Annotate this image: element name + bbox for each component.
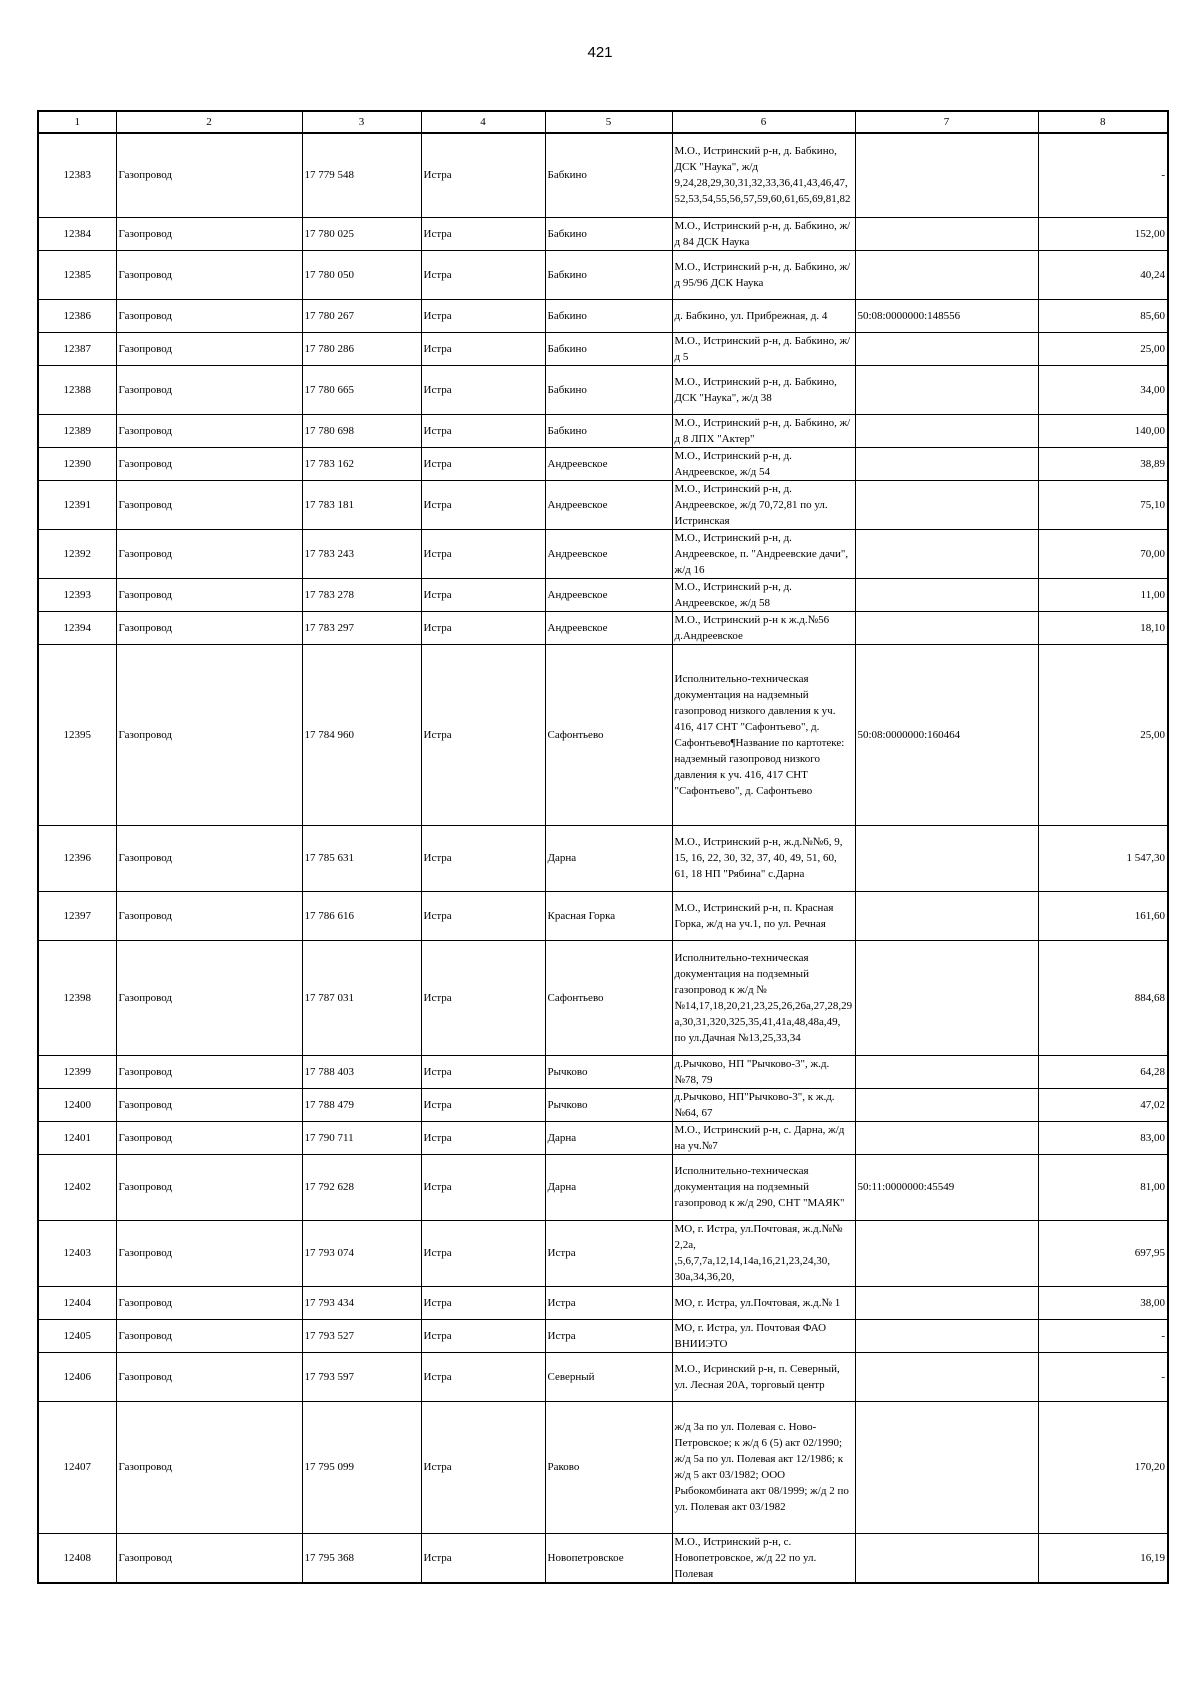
object-type-cell: Газопровод (116, 1154, 302, 1220)
inventory-number-cell: 17 795 099 (302, 1401, 421, 1533)
object-type-cell: Газопровод (116, 1352, 302, 1401)
locality-cell: Бабкино (545, 217, 672, 250)
object-type-cell: Газопровод (116, 447, 302, 480)
locality-cell: Андреевское (545, 447, 672, 480)
length-value-cell: 25,00 (1038, 332, 1168, 365)
municipality-cell: Истра (421, 414, 545, 447)
cadastral-number-cell (855, 250, 1038, 299)
table-row (38, 529, 1168, 578)
table-row (38, 217, 1168, 250)
address-cell: Исполнительно-техническая документация на подземный газопровод к ж/д 290, СНТ "МАЯК" (672, 1154, 855, 1220)
locality-cell: Сафонтьево (545, 940, 672, 1055)
table-row (38, 1533, 1168, 1583)
length-value-cell: 81,00 (1038, 1154, 1168, 1220)
object-type-cell: Газопровод (116, 529, 302, 578)
table-row (38, 365, 1168, 414)
address-cell: М.О., Истринский р-н, д. Бабкино, ж/д 84 ДСК Наука (672, 217, 855, 250)
cadastral-number-cell (855, 480, 1038, 529)
object-type-cell: Газопровод (116, 1533, 302, 1583)
column-number-row (38, 111, 1168, 133)
table-row (38, 447, 1168, 480)
inventory-number-cell: 17 793 527 (302, 1319, 421, 1352)
row-number-cell: 12388 (38, 365, 116, 414)
length-value-cell: 16,19 (1038, 1533, 1168, 1583)
row-number-cell: 12387 (38, 332, 116, 365)
table-row (38, 414, 1168, 447)
length-value-cell: 697,95 (1038, 1220, 1168, 1286)
length-value-cell: 1 547,30 (1038, 825, 1168, 891)
length-value-cell: 38,00 (1038, 1286, 1168, 1319)
table-row (38, 891, 1168, 940)
inventory-number-cell: 17 780 665 (302, 365, 421, 414)
object-type-cell: Газопровод (116, 217, 302, 250)
length-value-cell: 75,10 (1038, 480, 1168, 529)
locality-cell: Бабкино (545, 299, 672, 332)
row-number-cell: 12383 (38, 133, 116, 217)
length-value-cell: 83,00 (1038, 1121, 1168, 1154)
municipality-cell: Истра (421, 217, 545, 250)
municipality-cell: Истра (421, 1352, 545, 1401)
row-number-cell: 12402 (38, 1154, 116, 1220)
table-row (38, 825, 1168, 891)
inventory-number-cell: 17 783 243 (302, 529, 421, 578)
row-number-cell: 12406 (38, 1352, 116, 1401)
municipality-cell: Истра (421, 1154, 545, 1220)
registry-table (37, 110, 1169, 1584)
inventory-number-cell: 17 783 181 (302, 480, 421, 529)
row-number-cell: 12384 (38, 217, 116, 250)
row-number-cell: 12408 (38, 1533, 116, 1583)
locality-cell: Дарна (545, 1121, 672, 1154)
municipality-cell: Истра (421, 447, 545, 480)
address-cell: МО, г. Истра, ул.Почтовая, ж.д.№№ 2,2а, ,5,6,7,7а,12,14,14а,16,21,23,24,30, 30а,34,36,20, (672, 1220, 855, 1286)
length-value-cell: 140,00 (1038, 414, 1168, 447)
table-row (38, 133, 1168, 217)
length-value-cell: 18,10 (1038, 611, 1168, 644)
object-type-cell: Газопровод (116, 611, 302, 644)
column-header: 8 (1038, 111, 1168, 133)
locality-cell: Сафонтьево (545, 644, 672, 825)
object-type-cell: Газопровод (116, 365, 302, 414)
table-row (38, 250, 1168, 299)
object-type-cell: Газопровод (116, 1319, 302, 1352)
address-cell: ж/д 3а по ул. Полевая с. Ново-Петровское; к ж/д 6 (5) акт 02/1990; ж/д 5а по ул. Полевая акт 12/1986; к ж/д 5 акт 03/1982; ООО Рыбокомбината акт 08/1999; ж/д 2 по ул. Полевая акт 03/1982 (672, 1401, 855, 1533)
inventory-number-cell: 17 793 597 (302, 1352, 421, 1401)
address-cell: М.О., Истринский р-н к ж.д.№56 д.Андреевское (672, 611, 855, 644)
locality-cell: Андреевское (545, 578, 672, 611)
column-header: 3 (302, 111, 421, 133)
object-type-cell: Газопровод (116, 299, 302, 332)
municipality-cell: Истра (421, 1286, 545, 1319)
municipality-cell: Истра (421, 825, 545, 891)
address-cell: Исполнительно-техническая документация на надземный газопровод низкого давления к уч. 416, 417 СНТ "Сафонтьево", д. Сафонтьево¶Название по картотеке: надземный газопровод низкого давления к уч. 416, 417 СНТ "Сафонтьево", д. Сафонтьево (672, 644, 855, 825)
municipality-cell: Истра (421, 529, 545, 578)
object-type-cell: Газопровод (116, 644, 302, 825)
locality-cell: Бабкино (545, 365, 672, 414)
address-cell: МО, г. Истра, ул.Почтовая, ж.д.№ 1 (672, 1286, 855, 1319)
table-row (38, 1319, 1168, 1352)
locality-cell: Дарна (545, 825, 672, 891)
address-cell: д.Рычково, НП "Рычково-3", ж.д.№78, 79 (672, 1055, 855, 1088)
cadastral-number-cell: 50:08:0000000:160464 (855, 644, 1038, 825)
length-value-cell: 11,00 (1038, 578, 1168, 611)
cadastral-number-cell (855, 1533, 1038, 1583)
row-number-cell: 12391 (38, 480, 116, 529)
object-type-cell: Газопровод (116, 1088, 302, 1121)
cadastral-number-cell (855, 1220, 1038, 1286)
municipality-cell: Истра (421, 133, 545, 217)
row-number-cell: 12401 (38, 1121, 116, 1154)
object-type-cell: Газопровод (116, 1401, 302, 1533)
row-number-cell: 12398 (38, 940, 116, 1055)
inventory-number-cell: 17 793 074 (302, 1220, 421, 1286)
table-row (38, 1121, 1168, 1154)
inventory-number-cell: 17 780 267 (302, 299, 421, 332)
length-value-cell: - (1038, 133, 1168, 217)
inventory-number-cell: 17 783 162 (302, 447, 421, 480)
cadastral-number-cell (855, 1352, 1038, 1401)
municipality-cell: Истра (421, 480, 545, 529)
locality-cell: Рычково (545, 1055, 672, 1088)
locality-cell: Андреевское (545, 611, 672, 644)
table-row (38, 611, 1168, 644)
cadastral-number-cell (855, 1319, 1038, 1352)
address-cell: М.О., Истринский р-н, д. Андреевское, ж/д 58 (672, 578, 855, 611)
row-number-cell: 12403 (38, 1220, 116, 1286)
address-cell: М.О., Истринский р-н, д. Андреевское, ж/д 70,72,81 по ул. Истринская (672, 480, 855, 529)
object-type-cell: Газопровод (116, 1121, 302, 1154)
municipality-cell: Истра (421, 891, 545, 940)
table-row (38, 644, 1168, 825)
address-cell: М.О., Истринский р-н, д. Бабкино, ДСК "Наука", ж/д 9,24,28,29,30,31,32,33,36,41,43,46,47,52,53,54,55,56,57,59,60,61,65,69,81,82 (672, 133, 855, 217)
inventory-number-cell: 17 785 631 (302, 825, 421, 891)
locality-cell: Истра (545, 1220, 672, 1286)
cadastral-number-cell (855, 578, 1038, 611)
cadastral-number-cell (855, 825, 1038, 891)
address-cell: д.Рычково, НП"Рычково-3", к ж.д.№64, 67 (672, 1088, 855, 1121)
cadastral-number-cell: 50:11:0000000:45549 (855, 1154, 1038, 1220)
cadastral-number-cell (855, 365, 1038, 414)
locality-cell: Андреевское (545, 529, 672, 578)
inventory-number-cell: 17 779 548 (302, 133, 421, 217)
municipality-cell: Истра (421, 332, 545, 365)
column-header: 1 (38, 111, 116, 133)
address-cell: М.О., Истринский р-н, с. Дарна, ж/д на уч.№7 (672, 1121, 855, 1154)
row-number-cell: 12405 (38, 1319, 116, 1352)
cadastral-number-cell (855, 940, 1038, 1055)
inventory-number-cell: 17 780 286 (302, 332, 421, 365)
cadastral-number-cell (855, 332, 1038, 365)
row-number-cell: 12389 (38, 414, 116, 447)
object-type-cell: Газопровод (116, 1286, 302, 1319)
row-number-cell: 12394 (38, 611, 116, 644)
length-value-cell: - (1038, 1352, 1168, 1401)
length-value-cell: 64,28 (1038, 1055, 1168, 1088)
inventory-number-cell: 17 784 960 (302, 644, 421, 825)
column-header: 6 (672, 111, 855, 133)
inventory-number-cell: 17 792 628 (302, 1154, 421, 1220)
row-number-cell: 12400 (38, 1088, 116, 1121)
address-cell: М.О., Истринский р-н, п. Красная Горка, ж/д на уч.1, по ул. Речная (672, 891, 855, 940)
length-value-cell: 40,24 (1038, 250, 1168, 299)
municipality-cell: Истра (421, 365, 545, 414)
length-value-cell: 38,89 (1038, 447, 1168, 480)
cadastral-number-cell (855, 529, 1038, 578)
address-cell: М.О., Истринский р-н, д. Андреевское, п. "Андреевские дачи", ж/д 16 (672, 529, 855, 578)
locality-cell: Дарна (545, 1154, 672, 1220)
inventory-number-cell: 17 783 297 (302, 611, 421, 644)
cadastral-number-cell (855, 1088, 1038, 1121)
cadastral-number-cell (855, 1121, 1038, 1154)
municipality-cell: Истра (421, 940, 545, 1055)
cadastral-number-cell (855, 1401, 1038, 1533)
length-value-cell: 170,20 (1038, 1401, 1168, 1533)
inventory-number-cell: 17 786 616 (302, 891, 421, 940)
municipality-cell: Истра (421, 250, 545, 299)
table-row (38, 1352, 1168, 1401)
length-value-cell: 152,00 (1038, 217, 1168, 250)
inventory-number-cell: 17 787 031 (302, 940, 421, 1055)
locality-cell: Бабкино (545, 332, 672, 365)
table-row (38, 578, 1168, 611)
table-row (38, 299, 1168, 332)
inventory-number-cell: 17 780 025 (302, 217, 421, 250)
municipality-cell: Истра (421, 1121, 545, 1154)
row-number-cell: 12397 (38, 891, 116, 940)
table-row (38, 1055, 1168, 1088)
page-number: 421 (587, 44, 613, 61)
row-number-cell: 12395 (38, 644, 116, 825)
cadastral-number-cell (855, 891, 1038, 940)
length-value-cell: 85,60 (1038, 299, 1168, 332)
address-cell: М.О., Истринский р-н, д. Андреевское, ж/д 54 (672, 447, 855, 480)
cadastral-number-cell (855, 611, 1038, 644)
object-type-cell: Газопровод (116, 1055, 302, 1088)
object-type-cell: Газопровод (116, 332, 302, 365)
municipality-cell: Истра (421, 611, 545, 644)
address-cell: МО, г. Истра, ул. Почтовая ФАО ВНИИЭТО (672, 1319, 855, 1352)
table-row (38, 1154, 1168, 1220)
table-row (38, 480, 1168, 529)
cadastral-number-cell (855, 133, 1038, 217)
row-number-cell: 12399 (38, 1055, 116, 1088)
address-cell: М.О., Истринский р-н, д. Бабкино, ДСК "Наука", ж/д 38 (672, 365, 855, 414)
length-value-cell: 70,00 (1038, 529, 1168, 578)
address-cell: д. Бабкино, ул. Прибрежная, д. 4 (672, 299, 855, 332)
municipality-cell: Истра (421, 1319, 545, 1352)
address-cell: М.О., Истринский р-н, д. Бабкино, ж/д 95/96 ДСК Наука (672, 250, 855, 299)
row-number-cell: 12396 (38, 825, 116, 891)
object-type-cell: Газопровод (116, 1220, 302, 1286)
object-type-cell: Газопровод (116, 891, 302, 940)
row-number-cell: 12385 (38, 250, 116, 299)
table-row (38, 1401, 1168, 1533)
locality-cell: Новопетровское (545, 1533, 672, 1583)
row-number-cell: 12407 (38, 1401, 116, 1533)
length-value-cell: 161,60 (1038, 891, 1168, 940)
municipality-cell: Истра (421, 1088, 545, 1121)
row-number-cell: 12386 (38, 299, 116, 332)
locality-cell: Бабкино (545, 250, 672, 299)
row-number-cell: 12390 (38, 447, 116, 480)
inventory-number-cell: 17 780 698 (302, 414, 421, 447)
locality-cell: Андреевское (545, 480, 672, 529)
locality-cell: Рычково (545, 1088, 672, 1121)
locality-cell: Раково (545, 1401, 672, 1533)
table-body (38, 133, 1168, 1583)
locality-cell: Бабкино (545, 133, 672, 217)
length-value-cell: - (1038, 1319, 1168, 1352)
length-value-cell: 34,00 (1038, 365, 1168, 414)
object-type-cell: Газопровод (116, 133, 302, 217)
object-type-cell: Газопровод (116, 825, 302, 891)
object-type-cell: Газопровод (116, 414, 302, 447)
column-header: 5 (545, 111, 672, 133)
locality-cell: Бабкино (545, 414, 672, 447)
address-cell: Исполнительно-техническая документация на подземный газопровод к ж/д №№14,17,18,20,21,23,25,26,26а,27,28,29а,30,31,320,325,35,41,41а,48,48а,49, по ул.Дачная №13,25,33,34 (672, 940, 855, 1055)
length-value-cell: 25,00 (1038, 644, 1168, 825)
object-type-cell: Газопровод (116, 578, 302, 611)
locality-cell: Истра (545, 1286, 672, 1319)
address-cell: М.О., Истринский р-н, д. Бабкино, ж/д 5 (672, 332, 855, 365)
object-type-cell: Газопровод (116, 250, 302, 299)
table-row (38, 1220, 1168, 1286)
municipality-cell: Истра (421, 1533, 545, 1583)
address-cell: М.О., Исринский р-н, п. Северный, ул. Лесная 20А, торговый центр (672, 1352, 855, 1401)
address-cell: М.О., Истринский р-н, с. Новопетровское, ж/д 22 по ул. Полевая (672, 1533, 855, 1583)
cadastral-number-cell (855, 447, 1038, 480)
inventory-number-cell: 17 795 368 (302, 1533, 421, 1583)
address-cell: М.О., Истринский р-н, ж.д.№№6, 9, 15, 16, 22, 30, 32, 37, 40, 49, 51, 60, 61, 18 НП "Рябина" с.Дарна (672, 825, 855, 891)
locality-cell: Красная Горка (545, 891, 672, 940)
inventory-number-cell: 17 788 479 (302, 1088, 421, 1121)
table-row (38, 1088, 1168, 1121)
inventory-number-cell: 17 783 278 (302, 578, 421, 611)
municipality-cell: Истра (421, 644, 545, 825)
inventory-number-cell: 17 793 434 (302, 1286, 421, 1319)
municipality-cell: Истра (421, 1401, 545, 1533)
locality-cell: Северный (545, 1352, 672, 1401)
cadastral-number-cell (855, 1055, 1038, 1088)
object-type-cell: Газопровод (116, 480, 302, 529)
address-cell: М.О., Истринский р-н, д. Бабкино, ж/д 8 ЛПХ "Актер" (672, 414, 855, 447)
inventory-number-cell: 17 780 050 (302, 250, 421, 299)
column-header: 7 (855, 111, 1038, 133)
row-number-cell: 12392 (38, 529, 116, 578)
cadastral-number-cell (855, 1286, 1038, 1319)
object-type-cell: Газопровод (116, 940, 302, 1055)
table-row (38, 1286, 1168, 1319)
municipality-cell: Истра (421, 1055, 545, 1088)
cadastral-number-cell (855, 217, 1038, 250)
table-row (38, 940, 1168, 1055)
inventory-number-cell: 17 790 711 (302, 1121, 421, 1154)
inventory-number-cell: 17 788 403 (302, 1055, 421, 1088)
cadastral-number-cell: 50:08:0000000:148556 (855, 299, 1038, 332)
cadastral-number-cell (855, 414, 1038, 447)
length-value-cell: 884,68 (1038, 940, 1168, 1055)
municipality-cell: Истра (421, 299, 545, 332)
locality-cell: Истра (545, 1319, 672, 1352)
length-value-cell: 47,02 (1038, 1088, 1168, 1121)
municipality-cell: Истра (421, 578, 545, 611)
column-header: 4 (421, 111, 545, 133)
table-row (38, 332, 1168, 365)
municipality-cell: Истра (421, 1220, 545, 1286)
column-header: 2 (116, 111, 302, 133)
row-number-cell: 12393 (38, 578, 116, 611)
row-number-cell: 12404 (38, 1286, 116, 1319)
